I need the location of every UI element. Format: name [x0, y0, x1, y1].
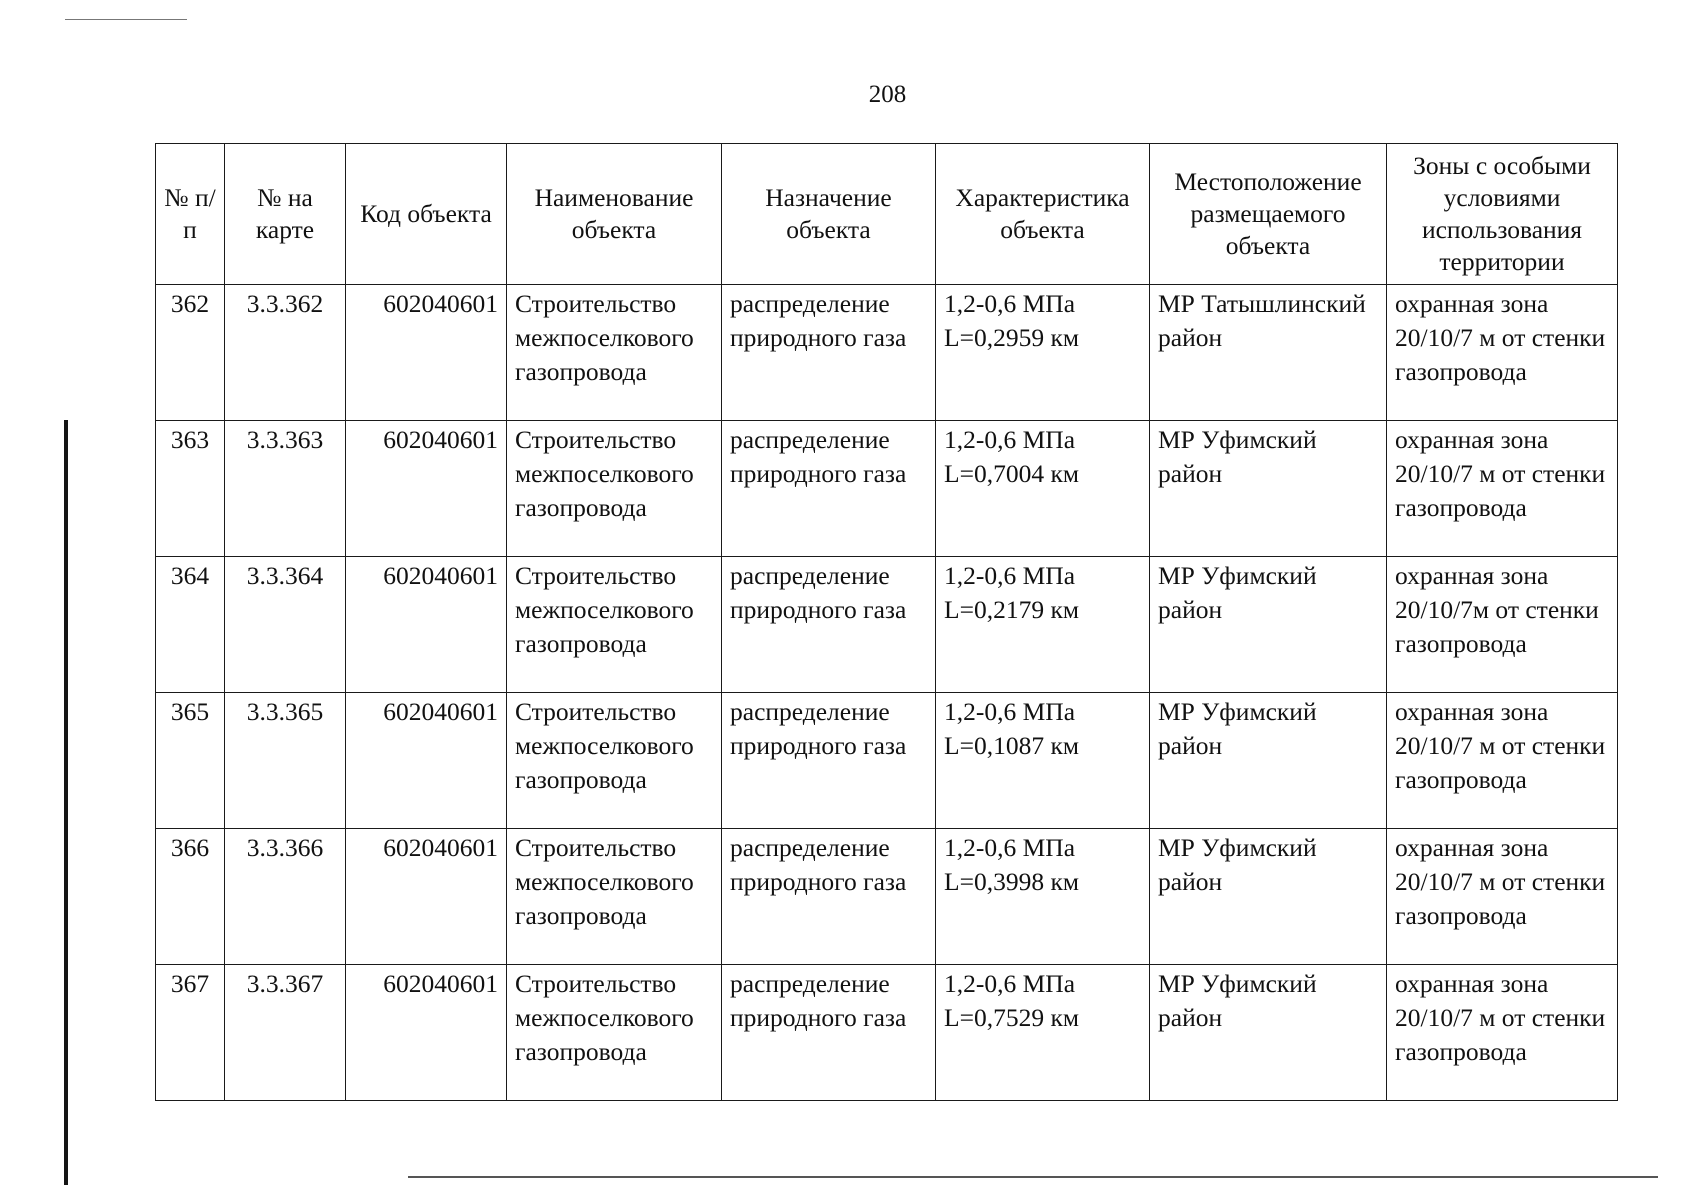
cell-zones: охранная зона 20/10/7м от стенки газопровода — [1387, 557, 1618, 693]
cell-zones: охранная зона 20/10/7 м от стенки газопровода — [1387, 285, 1618, 421]
cell-location: МР Уфимский район — [1150, 693, 1387, 829]
table-row — [156, 421, 1618, 557]
table-row — [156, 829, 1618, 965]
cell-code: 602040601 — [346, 965, 507, 1101]
cell-map-no: 3.3.362 — [225, 285, 346, 421]
header-num: № п/п — [156, 144, 225, 285]
cell-name: Строительство межпоселкового газопровода — [507, 421, 722, 557]
cell-zones: охранная зона 20/10/7 м от стенки газопровода — [1387, 421, 1618, 557]
header-zones: Зоны с особыми условиями использования территории — [1387, 144, 1618, 285]
cell-code: 602040601 — [346, 285, 507, 421]
cell-num: 367 — [156, 965, 225, 1101]
cell-purpose: распределение природного газа — [722, 421, 936, 557]
header-characteristic: Характеристика объекта — [936, 144, 1150, 285]
cell-name: Строительство межпоселкового газопровода — [507, 285, 722, 421]
page-number: 208 — [868, 81, 907, 108]
cell-code: 602040601 — [346, 693, 507, 829]
cell-purpose: распределение природного газа — [722, 693, 936, 829]
cell-map-no: 3.3.363 — [225, 421, 346, 557]
cell-name: Строительство межпоселкового газопровода — [507, 829, 722, 965]
cell-characteristic: 1,2-0,6 МПа L=0,2959 км — [936, 285, 1150, 421]
objects-table — [155, 143, 1618, 1101]
table-row — [156, 965, 1618, 1101]
table-row — [156, 557, 1618, 693]
cell-num: 366 — [156, 829, 225, 965]
cell-num: 362 — [156, 285, 225, 421]
cell-characteristic: 1,2-0,6 МПа L=0,3998 км — [936, 829, 1150, 965]
scan-artifact-top-rule — [65, 19, 187, 20]
header-code: Код объекта — [346, 144, 507, 285]
cell-location: МР Уфимский район — [1150, 965, 1387, 1101]
scan-artifact-left-bar — [64, 420, 68, 1185]
cell-map-no: 3.3.367 — [225, 965, 346, 1101]
cell-characteristic: 1,2-0,6 МПа L=0,1087 км — [936, 693, 1150, 829]
cell-name: Строительство межпоселкового газопровода — [507, 557, 722, 693]
cell-zones: охранная зона 20/10/7 м от стенки газопровода — [1387, 693, 1618, 829]
cell-num: 365 — [156, 693, 225, 829]
cell-purpose: распределение природного газа — [722, 965, 936, 1101]
header-purpose: Назначение объекта — [722, 144, 936, 285]
cell-map-no: 3.3.364 — [225, 557, 346, 693]
cell-code: 602040601 — [346, 829, 507, 965]
header-map-no: № на карте — [225, 144, 346, 285]
cell-code: 602040601 — [346, 557, 507, 693]
scan-artifact-bottom-rule — [408, 1176, 1658, 1178]
cell-num: 363 — [156, 421, 225, 557]
cell-location: МР Уфимский район — [1150, 557, 1387, 693]
cell-purpose: распределение природного газа — [722, 557, 936, 693]
table-header-row — [156, 144, 1618, 285]
header-name: Наименование объекта — [507, 144, 722, 285]
table-row — [156, 285, 1618, 421]
cell-purpose: распределение природного газа — [722, 285, 936, 421]
cell-location: МР Уфимский район — [1150, 829, 1387, 965]
cell-location: МР Уфимский район — [1150, 421, 1387, 557]
cell-name: Строительство межпоселкового газопровода — [507, 965, 722, 1101]
cell-map-no: 3.3.366 — [225, 829, 346, 965]
cell-zones: охранная зона 20/10/7 м от стенки газопровода — [1387, 829, 1618, 965]
cell-code: 602040601 — [346, 421, 507, 557]
cell-location: МР Татышлинский район — [1150, 285, 1387, 421]
cell-num: 364 — [156, 557, 225, 693]
cell-map-no: 3.3.365 — [225, 693, 346, 829]
cell-characteristic: 1,2-0,6 МПа L=0,2179 км — [936, 557, 1150, 693]
cell-name: Строительство межпоселкового газопровода — [507, 693, 722, 829]
cell-zones: охранная зона 20/10/7 м от стенки газопровода — [1387, 965, 1618, 1101]
header-location: Местоположение размещаемого объекта — [1150, 144, 1387, 285]
cell-characteristic: 1,2-0,6 МПа L=0,7004 км — [936, 421, 1150, 557]
table-row — [156, 693, 1618, 829]
cell-characteristic: 1,2-0,6 МПа L=0,7529 км — [936, 965, 1150, 1101]
cell-purpose: распределение природного газа — [722, 829, 936, 965]
